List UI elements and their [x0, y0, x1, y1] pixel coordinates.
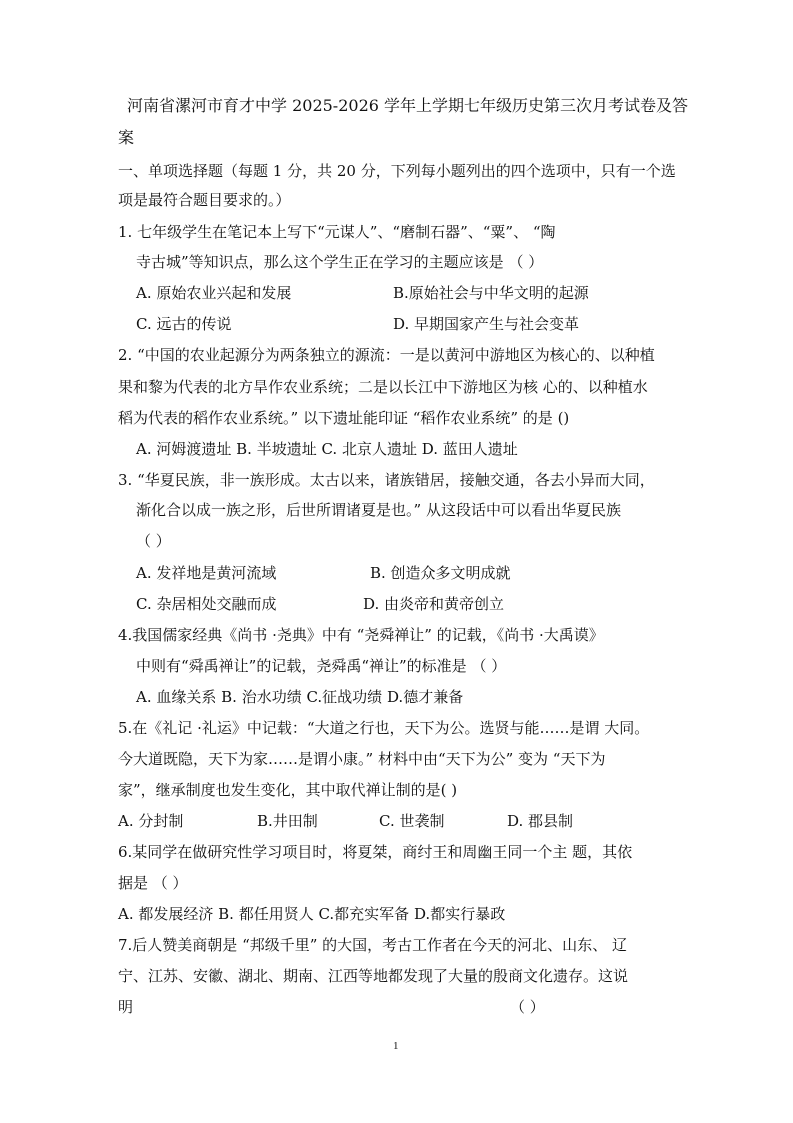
exam-title-line-1: 河南省漯河市育才中学 2025-2026 学年上学期七年级历史第三次月考试卷及答: [127, 96, 689, 115]
exam-title-line-2: 案: [118, 128, 135, 147]
q1-stem-line-2: 寺古城”等知识点，那么这个学生正在学习的主题应该是 （ ）: [136, 253, 544, 271]
q2-stem-line-3: 稻为代表的稻作农业系统。” 以下遗址能印证 “稻作农业系统” 的是 (): [118, 409, 570, 427]
q5-stem-line-2: 今大道既隐，天下为家……是谓小康。” 材料中由“天下为公” 变为 “天下为: [118, 750, 606, 768]
q5-stem-line-1: 5.在《礼记 ·礼运》中记载：“大道之行也，天下为公。选贤与能……是谓 大同。: [118, 719, 650, 737]
section-heading-line-1: 一、单项选择题（每题 1 分，共 20 分，下列每小题列出的四个选项中，只有一个选: [118, 162, 676, 180]
q5-option-a: A. 分封制: [118, 812, 184, 830]
q6-stem-line-1: 6.某同学在做研究性学习项目时，将夏桀，商纣王和周幽王同一个主 题，其依: [118, 843, 633, 861]
q3-stem-line-1: 3. “华夏民族，非一族形成。太古以来，诸族错居，接触交通，各去小异而大同，: [118, 471, 655, 489]
q1-option-b: B.原始社会与中华文明的起源: [393, 284, 589, 302]
q2-stem-line-1: 2. “中国的农业起源分为两条独立的源流：一是以黄河中游地区为核心的、以种植: [118, 346, 655, 364]
q3-option-d: D. 由炎帝和黄帝创立: [363, 595, 505, 613]
q3-stem-line-2: 渐化合以成一族之形，后世所谓诸夏是也。” 从这段话中可以看出华夏民族: [136, 501, 621, 519]
q5-option-c: C. 世袭制: [379, 812, 445, 830]
q3-bracket: （ ）: [136, 532, 171, 550]
q3-option-b: B. 创造众多文明成就: [370, 564, 511, 582]
q2-options: A. 河姆渡遗址 B. 半坡遗址 C. 北京人遗址 D. 蓝田人遗址: [136, 440, 518, 458]
q4-options: A. 血缘关系 B. 治水功绩 C.征战功绩 D.德才兼备: [136, 688, 464, 706]
page-number: 1: [393, 1040, 399, 1052]
q5-stem-line-3: 家”，继承制度也发生变化，其中取代禅让制的是( ): [118, 781, 458, 799]
q1-stem-line-1: 1. 七年级学生在笔记本上写下“元谋人”、“磨制石器”、“粟”、 “陶: [118, 223, 556, 241]
q7-stem-line-2: 宁、江苏、安徽、湖北、期南、江西等地都发现了大量的殷商文化遗存。这说: [118, 967, 629, 985]
q2-stem-line-2: 果和黎为代表的北方旱作农业系统；二是以长江中下游地区为核 心的、以种植水: [118, 378, 648, 396]
section-heading-line-2: 项是最符合题目要求的。）: [118, 191, 291, 209]
q7-stem-line-1: 7.后人赞美商朝是 “邦级千里” 的大国，考古工作者在今天的河北、山东、 辽: [118, 936, 627, 954]
q5-option-b: B.井田制: [257, 812, 318, 830]
q4-stem-line-1: 4.我国儒家经典《尚书 ·尧典》中有 “尧舜禅让” 的记载，《尚书 ·大禹谟》: [118, 626, 604, 644]
q1-option-c: C. 远古的传说: [136, 315, 232, 333]
q1-option-d: D. 早期国家产生与社会变革: [393, 315, 580, 333]
q1-option-a: A. 原始农业兴起和发展: [136, 284, 292, 302]
q6-stem-line-2: 据是 （ ）: [118, 874, 188, 892]
q6-options: A. 都发展经济 B. 都任用贤人 C.都充实军备 D.都实行暴政: [118, 905, 506, 923]
q7-stem-line-3: 明: [118, 998, 134, 1016]
q3-option-c: C. 杂居相处交融而成: [136, 595, 277, 613]
q7-bracket: （ ）: [510, 998, 545, 1016]
q3-option-a: A. 发祥地是黄河流域: [136, 564, 277, 582]
q5-option-d: D. 郡县制: [507, 812, 574, 830]
q4-stem-line-2: 中则有“舜禹禅让”的记载，尧舜禹“禅让”的标准是 （ ）: [136, 657, 507, 675]
